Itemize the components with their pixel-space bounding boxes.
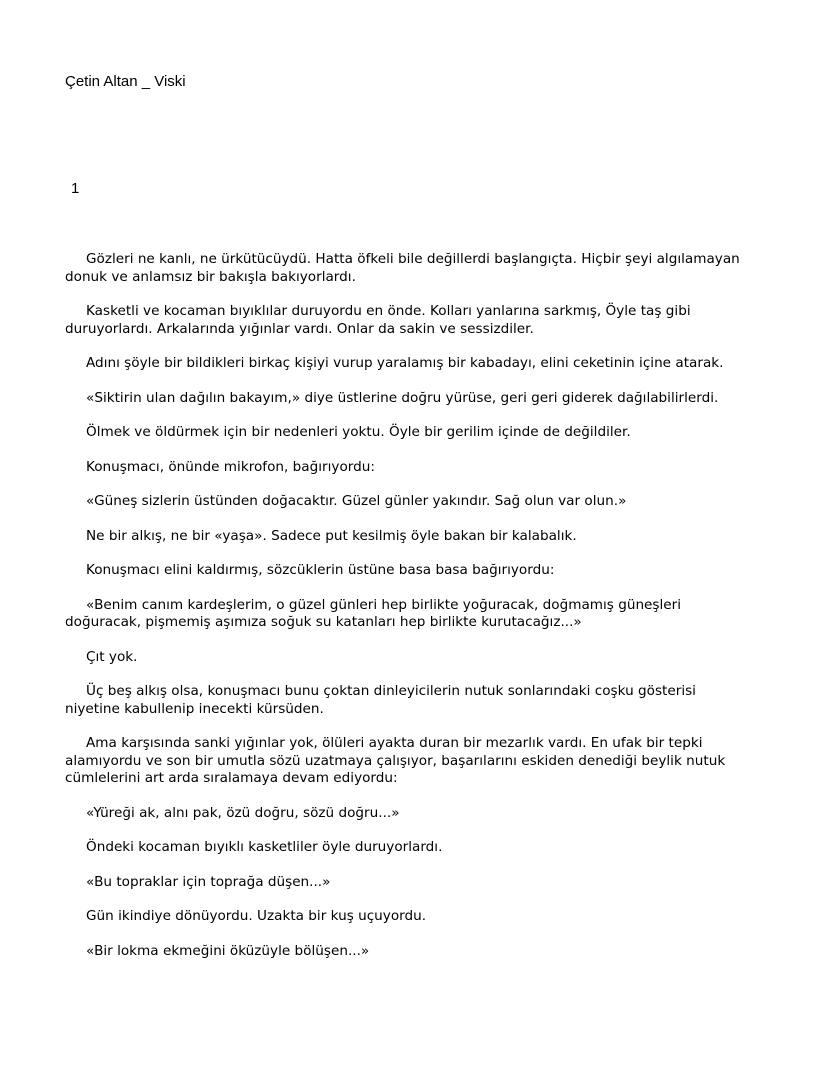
paragraph-13: Ama karşısında sanki yığınlar yok, ölüleri ayakta duran bir mezarlık vardı. En ufak bir tepki alamıyordu ve son bir umutla sözü uzatmaya çalışıyor, başarılarını eskiden denediği beylik nutuk cümlelerini art arda sıralamaya devam ediyordu: bbox=[65, 735, 726, 786]
paragraph-3: Adını şöyle bir bildikleri birkaç kişiyi vurup yaralamış bir kabadayı, elini ceketinin içine atarak. bbox=[86, 355, 724, 371]
paragraph-15: Öndeki kocaman bıyıklı kasketliler öyle duruyorlardı. bbox=[86, 839, 443, 855]
document-header: Çetin Altan _ Viski bbox=[65, 73, 186, 90]
paragraph-14: «Yüreği ak, alnı pak, özü doğru, sözü doğru...» bbox=[86, 804, 400, 821]
paragraph-4: «Siktirin ulan dağılın bakayım,» diye üstlerine doğru yürüse, geri geri giderek dağılabilirlerdi. bbox=[86, 389, 719, 406]
paragraph-8: Ne bir alkış, ne bir «yaşa». Sadece put kesilmiş öyle bakan bir kalabalık. bbox=[86, 527, 577, 544]
paragraph-12: Üç beş alkış olsa, konuşmacı bunu çoktan dinleyicilerin nutuk sonlarındaki coşku gösterisi niyetine kabullenip inecekti kürsüden. bbox=[65, 683, 696, 717]
paragraph-6: Konuşmacı, önünde mikrofon, bağırıyordu: bbox=[86, 458, 375, 475]
chapter-number: 1 bbox=[71, 180, 80, 197]
paragraph-17: Gün ikindiye dönüyordu. Uzakta bir kuş uçuyordu. bbox=[86, 908, 427, 924]
paragraph-11: Çıt yok. bbox=[86, 648, 138, 665]
paragraph-16: «Bu topraklar için toprağa düşen...» bbox=[86, 873, 331, 890]
paragraph-5: Ölmek ve öldürmek için bir nedenleri yoktu. Öyle bir gerilim içinde de değildiler. bbox=[86, 424, 631, 440]
paragraph-9: Konuşmacı elini kaldırmış, sözcüklerin üstüne basa basa bağırıyordu: bbox=[86, 562, 555, 578]
paragraph-2: Kasketli ve kocaman bıyıklılar duruyordu en önde. Kolları yanlarına sarkmış, Öyle taş gibi duruyorlardı. Arkalarında yığınlar vardı. Onlar da sakin ve sessizdiler. bbox=[65, 303, 691, 337]
paragraph-10: «Benim canım kardeşlerim, o güzel günleri hep birlikte yoğuracak, doğmamış güneşleri doğuracak, pişmemiş aşımıza soğuk su katanları hep birlikte kurutacağız...» bbox=[65, 596, 682, 630]
paragraph-1: Gözleri ne kanlı, ne ürkütücüydü. Hatta öfkeli bile değillerdi başlangıçta. Hiçbir şeyi algılamayan donuk ve anlamsız bir bakışla bakıyorlardı. bbox=[65, 251, 740, 285]
body-text bbox=[65, 251, 755, 977]
paragraph-7: «Güneş sizlerin üstünden doğacaktır. Güzel günler yakındır. Sağ olun var olun.» bbox=[86, 493, 627, 509]
paragraph-18: «Bir lokma ekmeğini öküzüyle bölüşen...» bbox=[86, 942, 370, 959]
